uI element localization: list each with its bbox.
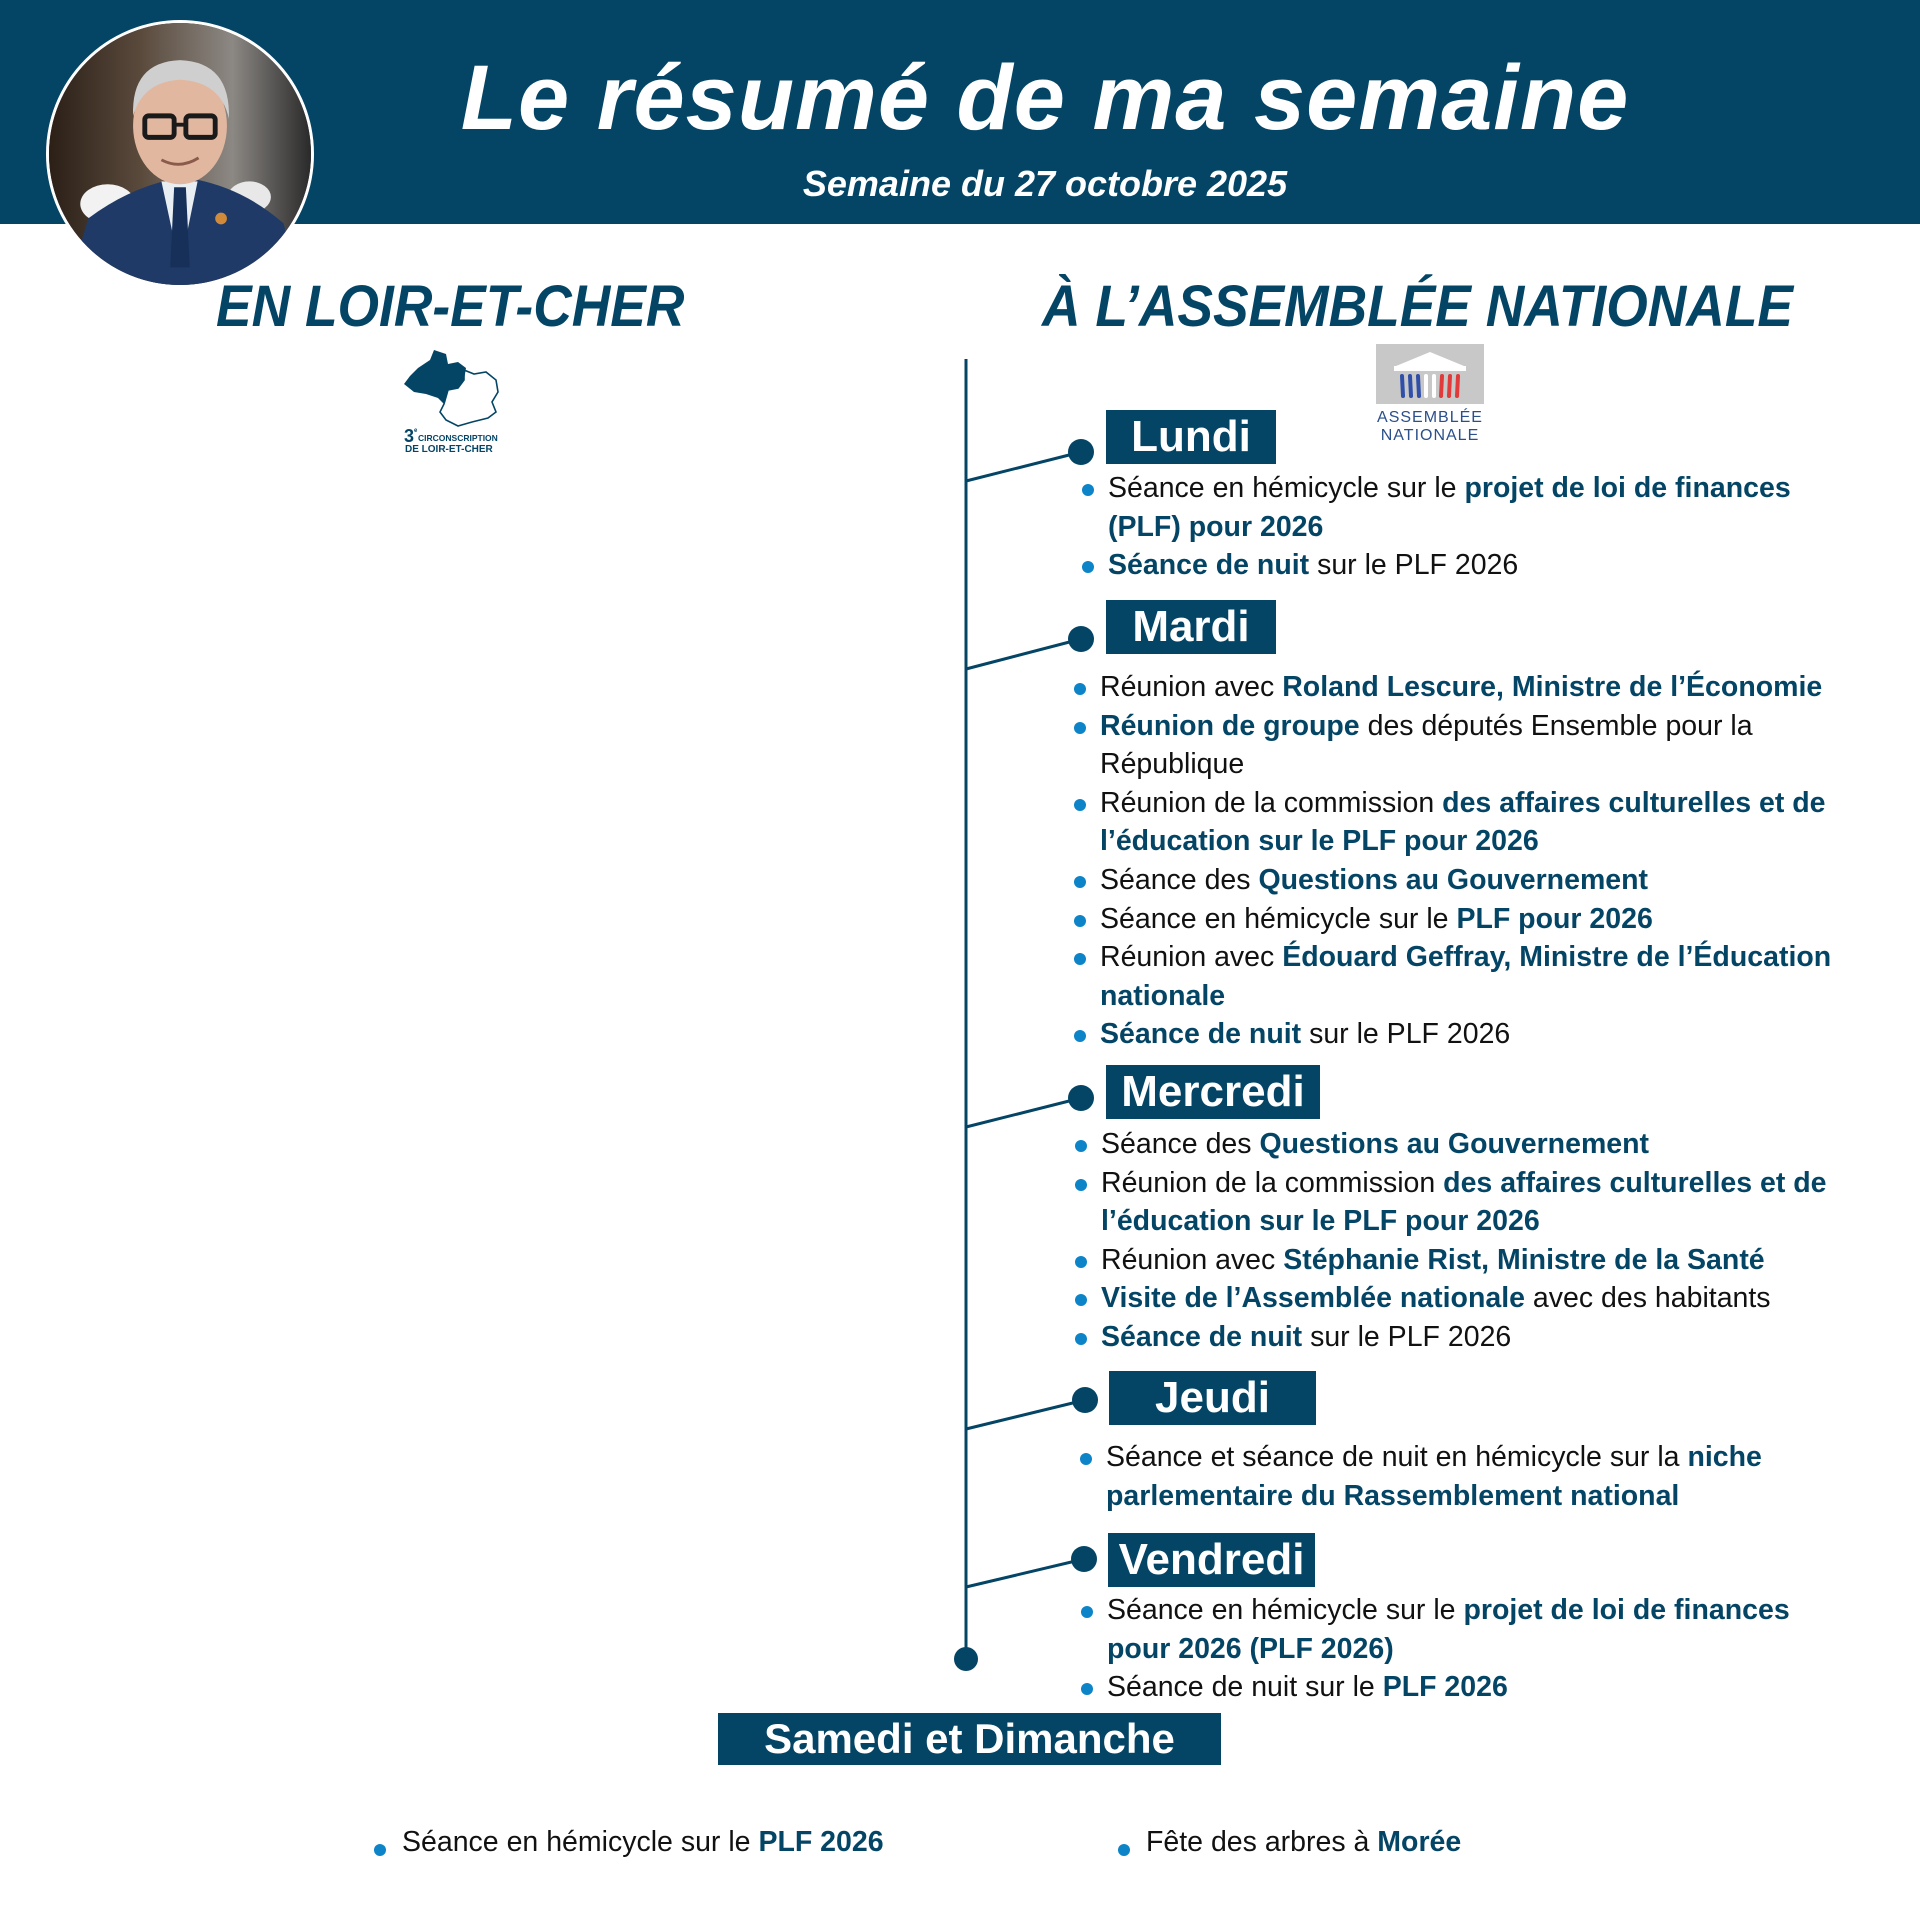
avatar bbox=[46, 20, 314, 288]
text: Séance des bbox=[1101, 1128, 1260, 1160]
highlighted-text: Visite de l’Assemblée nationale bbox=[1101, 1282, 1525, 1315]
bullet-icon bbox=[1075, 1294, 1087, 1306]
highlighted-text: PLF pour 2026 bbox=[1456, 902, 1653, 935]
bullet-icon bbox=[1075, 1140, 1087, 1152]
list-item bbox=[1082, 469, 1791, 546]
logo-line2: DE LOIR-ET-CHER bbox=[405, 444, 493, 455]
bullet-icon bbox=[374, 1844, 386, 1856]
bullet-icon bbox=[1074, 683, 1086, 695]
bullet-icon bbox=[1082, 561, 1094, 573]
bullet-icon bbox=[1081, 1606, 1093, 1618]
timeline-branch bbox=[966, 452, 1081, 481]
list-item bbox=[1075, 1318, 1827, 1357]
text: Réunion avec bbox=[1101, 1243, 1284, 1276]
logo-an-line1: ASSEMBLÉE bbox=[1377, 409, 1483, 426]
text: Séance en hémicycle sur le bbox=[1100, 902, 1457, 935]
day-label-mardi: Mardi bbox=[1106, 600, 1276, 654]
text: Réunion de la commission bbox=[1101, 1166, 1444, 1199]
text: Réunion avec bbox=[1100, 671, 1283, 703]
timeline-branch bbox=[966, 1400, 1085, 1429]
highlighted-text: Édouard Geffray, Ministre de l’Éducation bbox=[1282, 941, 1832, 974]
timeline-node-dot bbox=[1068, 1085, 1094, 1111]
highlighted-text: Questions au Gouvernement bbox=[1258, 863, 1649, 896]
bullet-icon bbox=[1118, 1844, 1130, 1856]
list-item bbox=[1075, 1125, 1827, 1164]
activity-list bbox=[1074, 668, 1831, 1054]
text: avec des habitants bbox=[1524, 1282, 1771, 1315]
highlighted-text: parlementaire du Rassemblement national bbox=[1106, 1479, 1680, 1512]
highlighted-text: (PLF) pour 2026 bbox=[1108, 510, 1324, 543]
highlighted-text: Morée bbox=[1377, 1826, 1462, 1858]
weekend-item-text bbox=[402, 1826, 884, 1858]
text: République bbox=[1100, 748, 1245, 781]
highlighted-text: pour 2026 (PLF 2026) bbox=[1107, 1632, 1394, 1665]
highlighted-text: PLF 2026 bbox=[1382, 1671, 1508, 1704]
bullet-icon bbox=[1080, 1453, 1092, 1465]
activity-list bbox=[1081, 1591, 1790, 1707]
bullet-icon bbox=[1074, 876, 1086, 888]
bullet-icon bbox=[1075, 1256, 1087, 1268]
activity-list bbox=[1082, 469, 1791, 585]
bullet-icon bbox=[1075, 1179, 1087, 1191]
timeline-node-dot bbox=[1068, 439, 1094, 465]
list-item bbox=[1075, 1164, 1827, 1241]
highlighted-text: des affaires culturelles et de bbox=[1443, 1166, 1827, 1199]
text: Séance des bbox=[1100, 863, 1259, 896]
circonscription-logo bbox=[400, 346, 510, 456]
page-title: Le résumé de ma semaine bbox=[460, 47, 1630, 149]
list-item bbox=[1074, 707, 1831, 784]
portrait-photo-icon bbox=[49, 23, 311, 285]
text: Séance en hémicycle sur le bbox=[1108, 472, 1465, 504]
timeline-end-dot bbox=[954, 1647, 978, 1671]
highlighted-text: l’éducation sur le PLF pour 2026 bbox=[1100, 825, 1539, 858]
highlighted-text: projet de loi de finances bbox=[1463, 1594, 1790, 1626]
timeline-branch bbox=[966, 639, 1081, 669]
highlighted-text: Séance de nuit bbox=[1108, 549, 1310, 582]
text: sur le PLF 2026 bbox=[1302, 1320, 1512, 1353]
highlighted-text: l’éducation sur le PLF pour 2026 bbox=[1101, 1205, 1540, 1238]
activity-list bbox=[1080, 1438, 1762, 1515]
highlighted-text: nationale bbox=[1100, 979, 1226, 1012]
bullet-icon bbox=[1074, 722, 1086, 734]
day-label-lundi: Lundi bbox=[1106, 410, 1276, 464]
timeline-node-dot bbox=[1072, 1387, 1098, 1413]
logo-superscript: e bbox=[414, 428, 418, 434]
list-item bbox=[1074, 938, 1831, 1015]
list-item bbox=[1074, 1015, 1831, 1054]
bullet-icon bbox=[1074, 915, 1086, 927]
timeline-node-dot bbox=[1071, 1546, 1097, 1572]
text: sur le PLF 2026 bbox=[1309, 549, 1519, 582]
bullet-icon bbox=[1074, 1030, 1086, 1042]
highlighted-text: Séance de nuit bbox=[1100, 1018, 1302, 1051]
list-item bbox=[1074, 784, 1831, 861]
page-subtitle: Semaine du 27 octobre 2025 bbox=[802, 163, 1288, 204]
bullet-icon bbox=[1081, 1683, 1093, 1695]
highlighted-text: Questions au Gouvernement bbox=[1259, 1128, 1650, 1160]
weekend-item-loir-et-cher bbox=[1118, 1823, 1461, 1861]
list-item bbox=[1075, 1241, 1827, 1280]
bullet-icon bbox=[1074, 953, 1086, 965]
timeline-branch bbox=[966, 1559, 1084, 1587]
text: Séance en hémicycle sur le bbox=[1107, 1594, 1464, 1626]
logo-line1: CIRCONSCRIPTION bbox=[418, 433, 498, 443]
logo-number: 3 bbox=[404, 426, 415, 446]
text: des députés Ensemble pour la bbox=[1359, 709, 1753, 742]
assemblee-nationale-logo bbox=[1374, 344, 1486, 444]
text: Réunion avec bbox=[1100, 941, 1283, 974]
text: Réunion de la commission bbox=[1100, 786, 1443, 819]
day-label-jeudi: Jeudi bbox=[1109, 1371, 1316, 1425]
highlighted-text: projet de loi de finances bbox=[1464, 472, 1791, 504]
list-item bbox=[1074, 900, 1831, 939]
highlighted-text: PLF 2026 bbox=[758, 1826, 884, 1858]
map-shaded-region-icon bbox=[404, 350, 466, 404]
list-item bbox=[1075, 1279, 1827, 1318]
bullet-icon bbox=[1082, 484, 1094, 496]
list-item bbox=[1074, 668, 1831, 707]
timeline-node-dot bbox=[1068, 626, 1094, 652]
bullet-icon bbox=[1074, 799, 1086, 811]
weekend-item-assemblee bbox=[374, 1823, 884, 1861]
activity-list bbox=[1075, 1125, 1827, 1357]
logo-an-line2: NATIONALE bbox=[1380, 427, 1480, 444]
text: Séance de nuit sur le bbox=[1107, 1671, 1383, 1704]
highlighted-text: Réunion de groupe bbox=[1100, 709, 1360, 742]
list-item bbox=[1074, 861, 1831, 900]
highlighted-text: Roland Lescure, Ministre de l’Économie bbox=[1282, 671, 1823, 703]
list-item bbox=[1080, 1438, 1762, 1515]
list-item bbox=[1082, 546, 1791, 585]
list-item bbox=[1081, 1591, 1790, 1668]
timeline-branch bbox=[966, 1098, 1081, 1127]
day-label-mercredi: Mercredi bbox=[1106, 1065, 1320, 1119]
list-item bbox=[1081, 1668, 1790, 1707]
highlighted-text: Stéphanie Rist, Ministre de la Santé bbox=[1283, 1243, 1765, 1276]
weekend-item-text bbox=[1146, 1826, 1461, 1858]
section-title-loir-et-cher: EN LOIR-ET-CHER bbox=[216, 274, 685, 339]
highlighted-text: Séance de nuit bbox=[1101, 1320, 1303, 1353]
text: Séance et séance de nuit en hémicycle sur la bbox=[1106, 1441, 1688, 1473]
text: sur le PLF 2026 bbox=[1301, 1018, 1511, 1051]
day-label-weekend: Samedi et Dimanche bbox=[718, 1713, 1221, 1765]
bullet-icon bbox=[1075, 1333, 1087, 1345]
text: Séance en hémicycle sur le bbox=[402, 1826, 759, 1858]
text: Fête des arbres à bbox=[1146, 1826, 1378, 1858]
day-label-vendredi: Vendredi bbox=[1108, 1533, 1315, 1587]
section-title-assemblee: À L’ASSEMBLÉE NATIONALE bbox=[1042, 274, 1794, 339]
highlighted-text: des affaires culturelles et de bbox=[1442, 786, 1826, 819]
highlighted-text: niche bbox=[1687, 1441, 1762, 1473]
